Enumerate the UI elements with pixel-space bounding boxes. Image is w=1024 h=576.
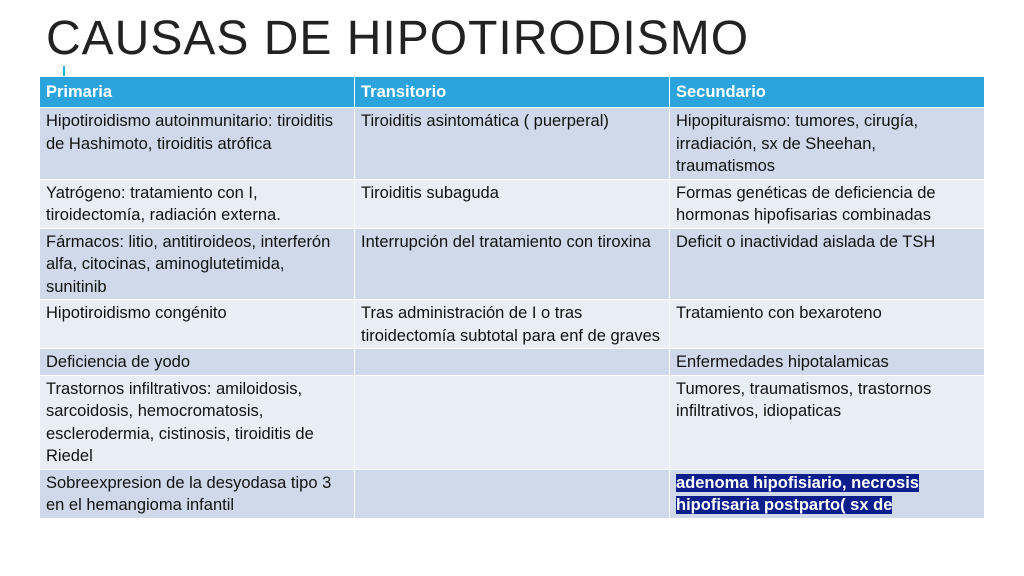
cell-transitorio: [355, 349, 670, 376]
cell-secundario: Enfermedades hipotalamicas: [670, 349, 985, 376]
cell-transitorio: Tras administración de I o tras tiroidectomía subtotal para enf de graves: [355, 300, 670, 349]
cell-primaria: Deficiencia de yodo: [40, 349, 355, 376]
cell-transitorio: Tiroiditis subaguda: [355, 179, 670, 228]
table-row: [40, 108, 985, 180]
highlighted-text: adenoma hipofisiario, necrosis hipofisaria postparto( sx de: [676, 473, 919, 514]
cell-transitorio: [355, 375, 670, 469]
table-row: [40, 300, 985, 349]
table-row: [40, 228, 985, 300]
cell-primaria: Trastornos infiltrativos: amiloidosis, sarcoidosis, hemocromatosis, esclerodermia, cistinosis, tiroiditis de Riedel: [40, 375, 355, 469]
table-row: [40, 469, 985, 518]
cell-secundario: Tumores, traumatismos, trastornos infiltrativos, idiopaticas: [670, 375, 985, 469]
table-header-row: [40, 77, 985, 108]
cell-primaria: Hipotiroidismo congénito: [40, 300, 355, 349]
cell-transitorio: Tiroiditis asintomática ( puerperal): [355, 108, 670, 180]
header-transitorio: Transitorio: [355, 77, 670, 108]
table-row: [40, 349, 985, 376]
cell-primaria: Fármacos: litio, antitiroideos, interferón alfa, citocinas, aminoglutetimida, sunitinib: [40, 228, 355, 300]
cell-secundario: [670, 469, 985, 518]
cell-secundario: Deficit o inactividad aislada de TSH: [670, 228, 985, 300]
cell-secundario: Formas genéticas de deficiencia de hormonas hipofisarias combinadas: [670, 179, 985, 228]
header-secundario: Secundario: [670, 77, 985, 108]
cell-transitorio: [355, 469, 670, 518]
header-primaria: Primaria: [40, 77, 355, 108]
cell-secundario: Tratamiento con bexaroteno: [670, 300, 985, 349]
causes-table: [39, 76, 985, 519]
cell-primaria: Sobreexpresion de la desyodasa tipo 3 en el hemangioma infantil: [40, 469, 355, 518]
table-row: [40, 179, 985, 228]
table-row: [40, 375, 985, 469]
cell-primaria: Hipotiroidismo autoinmunitario: tiroiditis de Hashimoto, tiroiditis atrófica: [40, 108, 355, 180]
cell-primaria: Yatrógeno: tratamiento con I, tiroidectomía, radiación externa.: [40, 179, 355, 228]
cell-transitorio: Interrupción del tratamiento con tiroxina: [355, 228, 670, 300]
accent-tick: [63, 66, 65, 76]
cell-secundario: Hipopituraismo: tumores, cirugía, irradiación, sx de Sheehan, traumatismos: [670, 108, 985, 180]
slide-title: CAUSAS DE HIPOTIRODISMO: [46, 12, 750, 65]
